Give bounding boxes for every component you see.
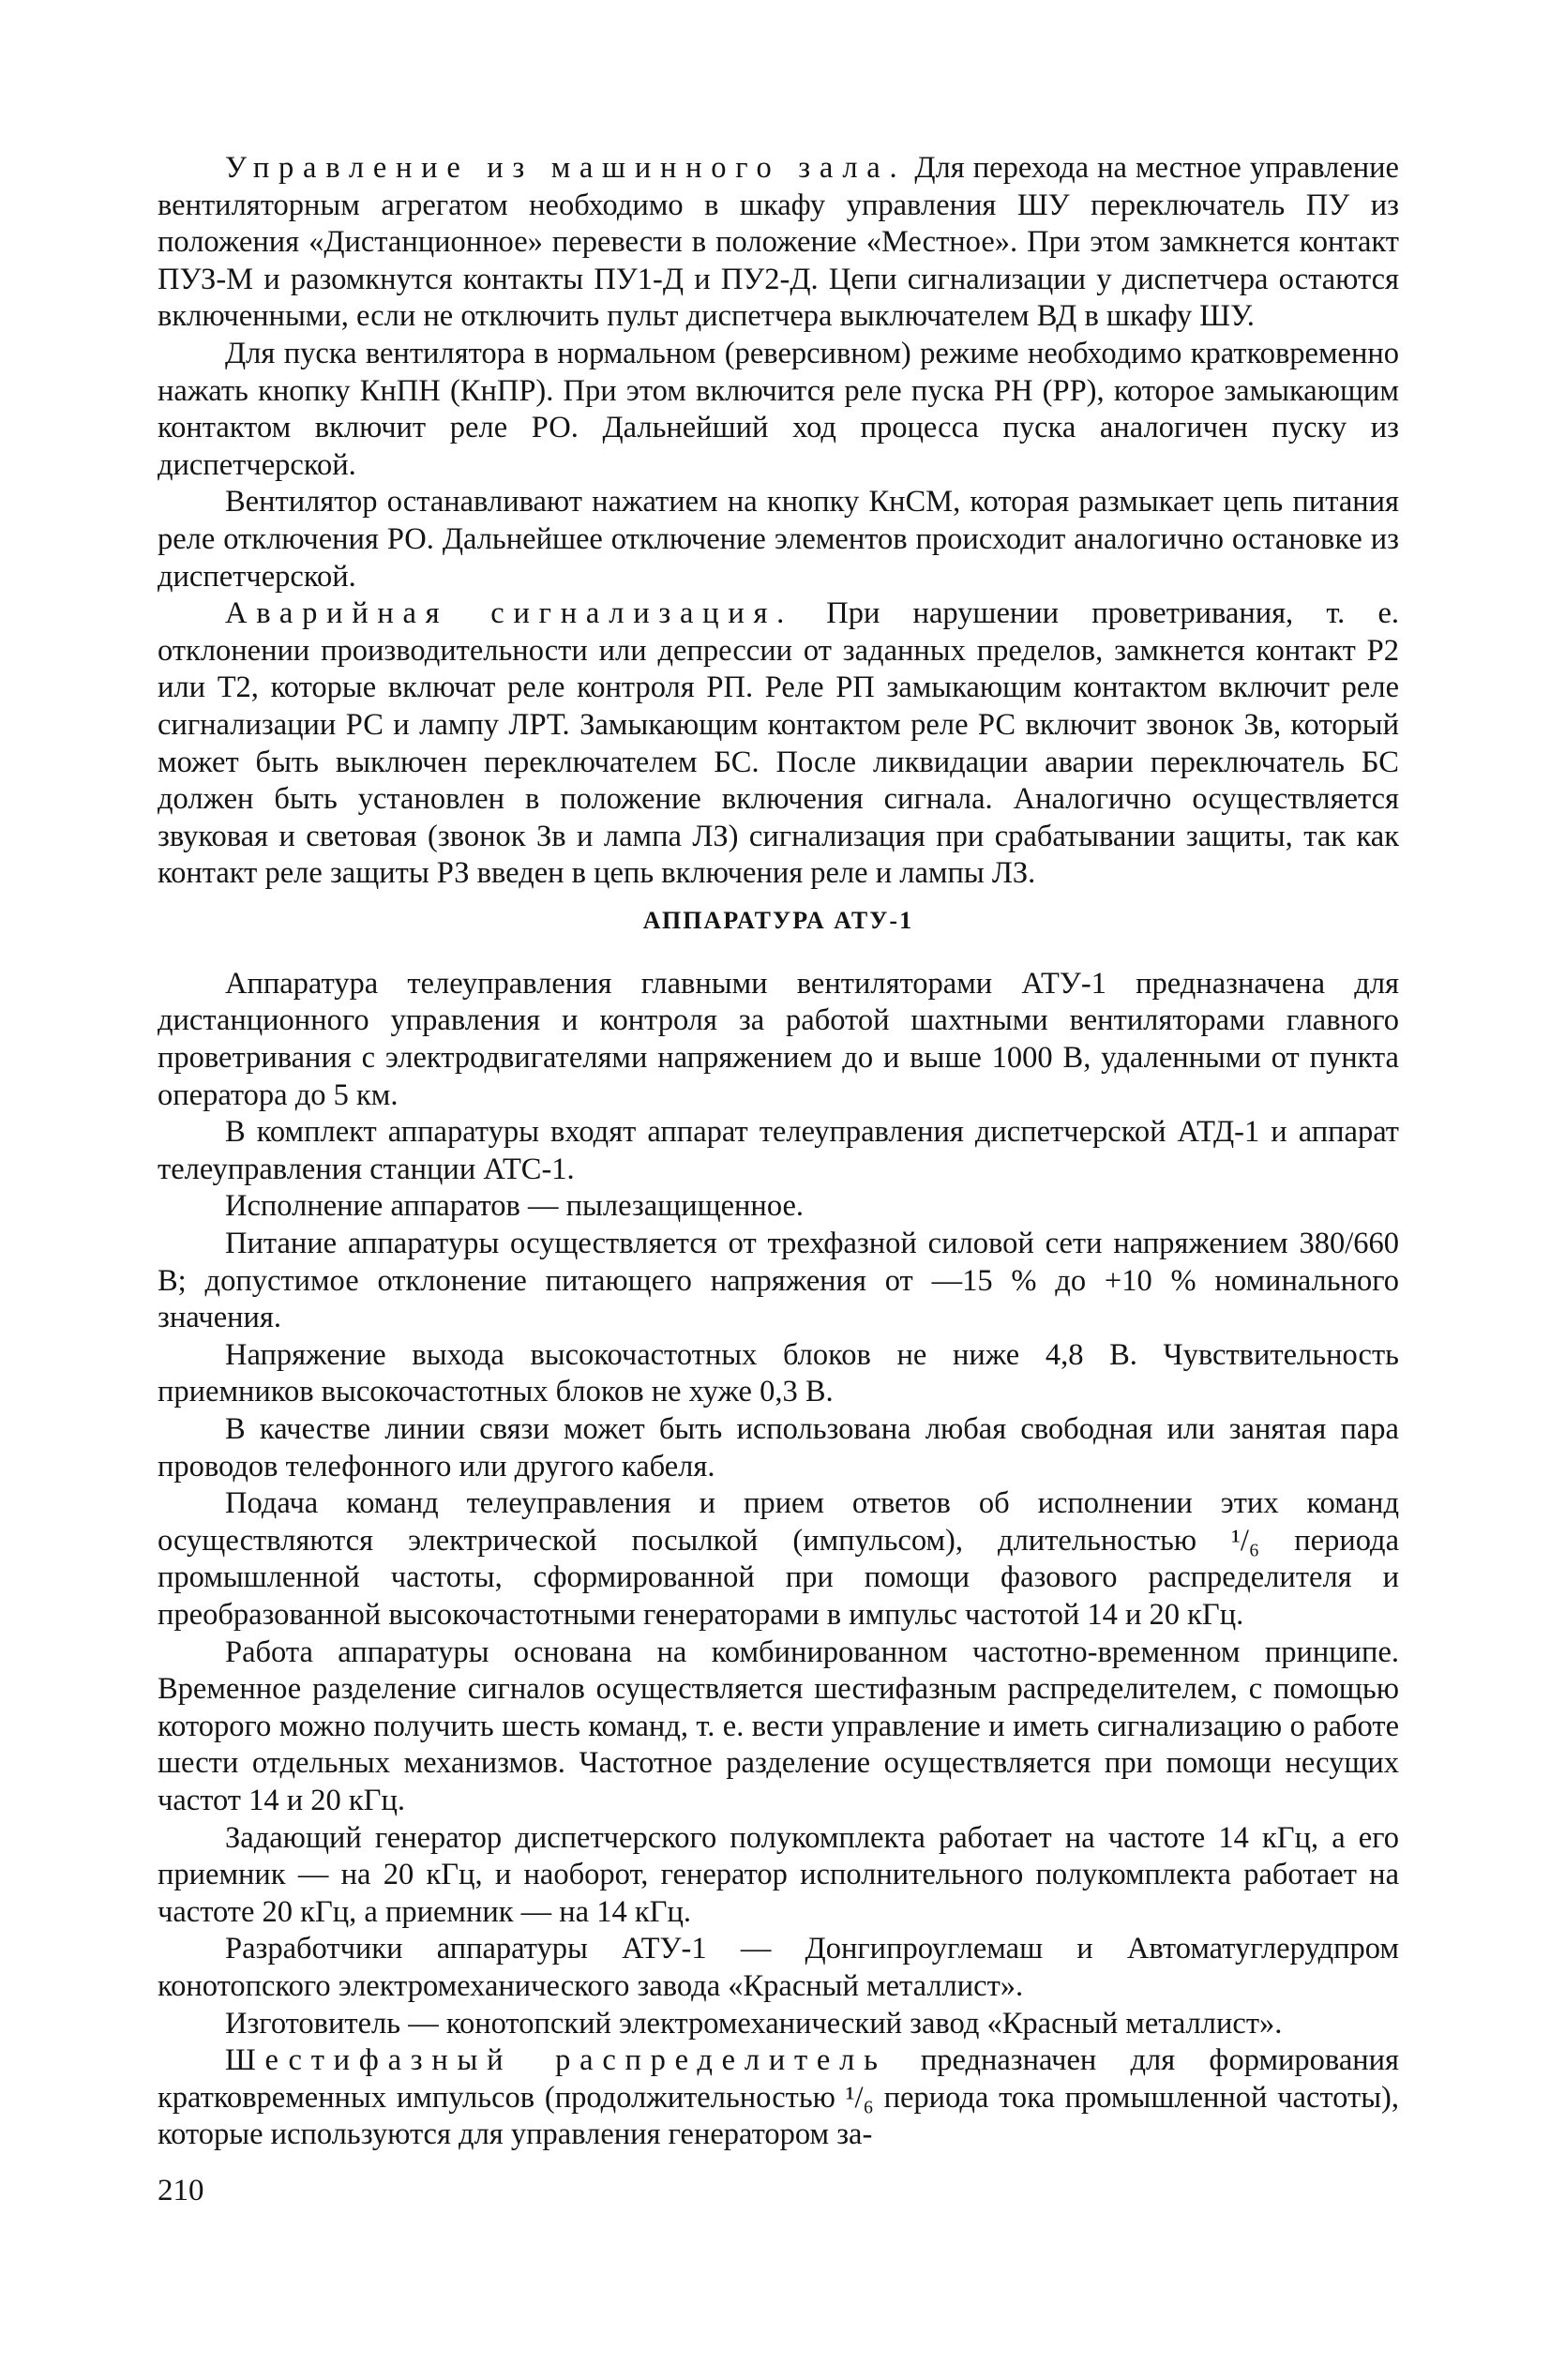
- page-body: [158, 150, 1399, 2154]
- paragraph-text: В качестве линии связи может быть использована любая свободная или занятая пара проводов телефонного или другого кабеля.: [158, 1412, 1399, 1484]
- paragraph-lead: Управление из машинного зала.: [225, 151, 907, 185]
- paragraph-text: Изготовитель — конотопский электромеханический завод «Красный металлист».: [225, 2006, 1283, 2041]
- paragraph: [158, 1820, 1399, 1932]
- paragraph-text: предназначен для формирования кратковременных импульсов (продолжительностью ¹/₆ периода тока промышленной частоты), которые используются для управления генератором за-: [158, 2043, 1399, 2152]
- paragraph-text: Напряжение выхода высокочастотных блоков не ниже 4,8 В. Чувствительность приемников высокочастотных блоков не хуже 0,3 В.: [158, 1337, 1399, 1409]
- paragraph: [158, 336, 1399, 484]
- page-number: 210: [158, 2174, 204, 2207]
- paragraph: [158, 1411, 1399, 1485]
- paragraph: [158, 966, 1399, 1114]
- paragraph: [158, 1188, 1399, 1226]
- paragraph: [158, 1114, 1399, 1188]
- paragraph: [158, 1226, 1399, 1337]
- paragraph: [158, 2042, 1399, 2154]
- paragraph: [158, 1337, 1399, 1411]
- paragraph: [158, 484, 1399, 595]
- paragraph-text: Для пуска вентилятора в нормальном (реверсивном) режиме необходимо кратковременно нажать кнопку КнПН (КнПР). При этом включится реле пуска РН (РР), которое замыкающим контактом включит реле РО. Дальнейший ход процесса пуска аналогичен пуску из диспетчерской.: [158, 336, 1399, 482]
- paragraph-text: Разработчики аппаратуры АТУ-1 — Донгипроуглемаш и Автоматуглерудпром конотопского электромеханического завода «Красный металлист».: [158, 1932, 1399, 2003]
- section-atu1: [158, 966, 1399, 2154]
- paragraph: [158, 1634, 1399, 1820]
- paragraph-text: Питание аппаратуры осуществляется от трехфазной силовой сети напряжением 380/660 В; допустимое отклонение питающего напряжения от —15 % до +10 % номинального значения.: [158, 1227, 1399, 1335]
- paragraph: [158, 150, 1399, 336]
- paragraph-text: Для перехода на местное управление вентиляторным агрегатом необходимо в шкафу управления ШУ переключатель ПУ из положения «Дистанционное» перевести в положение «Местное». При этом замкнется контакт ПУЗ-М и разомкнутся контакты ПУ1-Д и ПУ2-Д. Цепи сигнализации у диспетчера остаются включенными, если не отключить пульт диспетчера выключателем ВД в шкафу ШУ.: [158, 151, 1399, 334]
- paragraph-text: Задающий генератор диспетчерского полукомплекта работает на частоте 14 кГц, а его приемник — на 20 кГц, и наоборот, генератор исполнительного полукомплекта работает на частоте 20 кГц, а приемник — на 14 кГц.: [158, 1820, 1399, 1929]
- paragraph-text: Аппаратура телеуправления главными вентиляторами АТУ-1 предназначена для дистанционного управления и контроля за работой шахтными вентиляторами главного проветривания с электродвигателями напряжением до и выше 1000 В, удаленными от пункта оператора до 5 км.: [158, 966, 1399, 1112]
- paragraph-text: При нарушении проветривания, т. е. отклонении производительности или депрессии от заданных пределов, замкнется контакт Р2 или Т2, которые включат реле контроля РП. Реле РП замыкающим контактом включит реле сигнализации РС и лампу ЛРТ. Замыкающим контактом реле РС включит звонок Зв, который может быть выключен переключателем БС. После ликвидации аварии переключатель БС должен быть установлен в положение включения сигнала. Аналогично осуществляется звуковая и световая (звонок Зв и лампа ЛЗ) сигнализация при срабатывании защиты, так как контакт реле защиты РЗ введен в цепь включения реле и лампы ЛЗ.: [158, 596, 1399, 891]
- paragraph-text: Вентилятор останавливают нажатием на кнопку КнСМ, которая размыкает цепь питания реле отключения РО. Дальнейшее отключение элементов происходит аналогично остановке из диспетчерской.: [158, 485, 1399, 594]
- section-local-control: [158, 150, 1399, 893]
- paragraph: [158, 1931, 1399, 2005]
- paragraph: [158, 2006, 1399, 2043]
- paragraph: [158, 1485, 1399, 1634]
- paragraph: [158, 595, 1399, 893]
- paragraph-lead: Аварийная сигнализация.: [225, 596, 794, 631]
- paragraph-lead: Шестифазный распределитель: [225, 2043, 887, 2078]
- paragraph-text: Работа аппаратуры основана на комбинированном частотно-временном принципе. Временное разделение сигналов осуществляется шестифазным распределителем, с помощью которого можно получить шесть команд, т. е. вести управление и иметь сигнализацию о работе шести отдельных механизмов. Частотное разделение осуществляется при помощи несущих частот 14 и 20 кГц.: [158, 1634, 1399, 1817]
- paragraph-text: Подача команд телеуправления и прием ответов об исполнении этих команд осуществляются электрической посылкой (импульсом), длительностью ¹/₆ периода промышленной частоты, сформированной при помощи фазового распределителя и преобразованной высокочастотными генераторами в импульс частотой 14 и 20 кГц.: [158, 1486, 1399, 1632]
- paragraph-text: В комплект аппаратуры входят аппарат телеуправления диспетчерской АТД-1 и аппарат телеуправления станции АТС-1.: [158, 1115, 1399, 1186]
- paragraph-text: Исполнение аппаратов — пылезащищенное.: [225, 1189, 805, 1224]
- section-heading: АППАРАТУРА АТУ-1: [642, 906, 914, 934]
